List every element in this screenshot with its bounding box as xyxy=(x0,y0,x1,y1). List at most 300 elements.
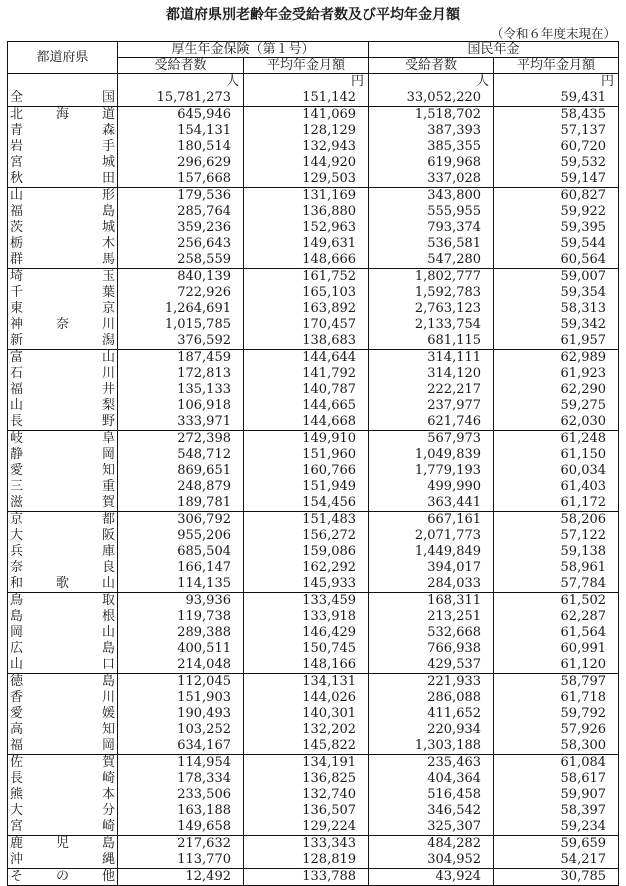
kosei-avg-monthly-cell: 144,026 xyxy=(244,690,369,706)
table-row xyxy=(8,787,619,803)
table-row xyxy=(8,139,619,155)
table-row xyxy=(8,722,619,738)
kokumin-recipients-cell: 43,924 xyxy=(369,869,494,886)
kosei-avg-monthly-cell: 145,822 xyxy=(244,738,369,755)
kokumin-avg-monthly-cell: 61,957 xyxy=(494,333,619,350)
kosei-recipients-cell: 333,971 xyxy=(118,414,244,431)
prefecture-cell xyxy=(8,528,118,544)
kokumin-recipients-cell: 411,652 xyxy=(369,706,494,722)
prefecture-name xyxy=(10,350,115,366)
table-row xyxy=(8,301,619,317)
kosei-recipients-cell: 15,781,273 xyxy=(118,90,244,107)
prefecture-char: 潟 xyxy=(101,333,115,348)
prefecture-char: 島 xyxy=(101,641,115,656)
kokumin-recipients-cell: 286,088 xyxy=(369,690,494,706)
kosei-recipients-cell: 272,398 xyxy=(118,431,244,448)
kosei-avg-monthly-cell: 144,644 xyxy=(244,350,369,367)
prefecture-char: 徳 xyxy=(10,674,24,689)
prefecture-char: 知 xyxy=(101,722,115,737)
kokumin-avg-monthly-cell: 61,084 xyxy=(494,755,619,772)
prefecture-char: 国 xyxy=(101,90,115,105)
table-row xyxy=(8,674,619,691)
kosei-avg-monthly-cell: 150,745 xyxy=(244,641,369,657)
prefecture-name xyxy=(10,269,115,285)
prefecture-cell xyxy=(8,301,118,317)
prefecture-char: 岩 xyxy=(10,139,24,154)
kokumin-recipients-cell: 667,161 xyxy=(369,512,494,529)
kosei-avg-monthly-cell: 144,668 xyxy=(244,414,369,431)
prefecture-name xyxy=(10,431,115,447)
kokumin-recipients-cell: 621,746 xyxy=(369,414,494,431)
kosei-recipients-cell: 214,048 xyxy=(118,657,244,674)
prefecture-char: 馬 xyxy=(101,252,115,267)
prefecture-name xyxy=(10,317,115,333)
kosei-recipients-cell: 306,792 xyxy=(118,512,244,529)
kosei-avg-monthly-cell: 133,788 xyxy=(244,869,369,886)
prefecture-name xyxy=(10,674,115,690)
prefecture-char: 山 xyxy=(101,350,115,365)
kosei-recipients-cell: 359,236 xyxy=(118,220,244,236)
prefecture-cell xyxy=(8,869,118,886)
kokumin-recipients-cell: 404,364 xyxy=(369,771,494,787)
prefecture-name xyxy=(10,690,115,706)
kosei-recipients-cell: 12,492 xyxy=(118,869,244,886)
prefecture-cell xyxy=(8,236,118,252)
kosei-recipients-cell: 106,918 xyxy=(118,398,244,414)
kokumin-recipients-cell: 532,668 xyxy=(369,625,494,641)
kokumin-recipients-cell: 325,307 xyxy=(369,819,494,836)
prefecture-char: 宮 xyxy=(10,819,24,834)
prefecture-cell xyxy=(8,123,118,139)
kokumin-recipients-cell: 2,071,773 xyxy=(369,528,494,544)
prefecture-char: 川 xyxy=(101,317,115,332)
kokumin-avg-monthly-cell: 59,007 xyxy=(494,269,619,286)
kosei-recipients-cell: 190,493 xyxy=(118,706,244,722)
prefecture-cell xyxy=(8,139,118,155)
kosei-avg-monthly-cell: 151,960 xyxy=(244,447,369,463)
kosei-avg-monthly-cell: 141,792 xyxy=(244,366,369,382)
prefecture-name xyxy=(10,722,115,738)
kosei-recipients-cell: 172,813 xyxy=(118,366,244,382)
kokumin-recipients-cell: 337,028 xyxy=(369,171,494,188)
prefecture-cell xyxy=(8,107,118,124)
kosei-avg-monthly-cell: 151,949 xyxy=(244,479,369,495)
prefecture-name xyxy=(10,188,115,204)
prefecture-char: 香 xyxy=(10,690,24,705)
kokumin-recipients-cell: 484,282 xyxy=(369,836,494,853)
kokumin-avg-monthly-cell: 59,342 xyxy=(494,317,619,333)
prefecture-name xyxy=(10,171,115,187)
kokumin-recipients-cell: 2,763,123 xyxy=(369,301,494,317)
kosei-avg-monthly-cell: 134,191 xyxy=(244,755,369,772)
prefecture-name xyxy=(10,252,115,268)
kokumin-avg-monthly-cell: 60,720 xyxy=(494,139,619,155)
prefecture-cell xyxy=(8,252,118,269)
kokumin-recipients-cell: 1,518,702 xyxy=(369,107,494,124)
prefecture-name xyxy=(10,447,115,463)
kokumin-recipients-cell: 1,802,777 xyxy=(369,269,494,286)
prefecture-name xyxy=(10,414,115,430)
kokumin-recipients-cell: 536,581 xyxy=(369,236,494,252)
prefecture-char: 根 xyxy=(101,609,115,624)
prefecture-name xyxy=(10,609,115,625)
prefecture-cell xyxy=(8,398,118,414)
kokumin-avg-monthly-cell: 61,150 xyxy=(494,447,619,463)
kokumin-avg-monthly-cell: 62,290 xyxy=(494,382,619,398)
header-kosei-nenkin: 厚生年金保険（第１号） xyxy=(118,42,369,58)
prefecture-cell xyxy=(8,285,118,301)
prefecture-cell xyxy=(8,560,118,576)
prefecture-cell xyxy=(8,269,118,286)
prefecture-cell xyxy=(8,463,118,479)
kokumin-recipients-cell: 346,542 xyxy=(369,803,494,819)
kokumin-avg-monthly-cell: 58,617 xyxy=(494,771,619,787)
kokumin-avg-monthly-cell: 61,172 xyxy=(494,495,619,512)
kokumin-avg-monthly-cell: 30,785 xyxy=(494,869,619,886)
header-kokumin-recipients: 受給者数 xyxy=(369,58,494,74)
table-row xyxy=(8,463,619,479)
prefecture-char: 愛 xyxy=(10,463,24,478)
prefecture-cell xyxy=(8,722,118,738)
kosei-recipients-cell: 258,559 xyxy=(118,252,244,269)
prefecture-char: 富 xyxy=(10,350,24,365)
prefecture-char: 都 xyxy=(101,512,115,527)
prefecture-cell xyxy=(8,188,118,205)
prefecture-char: 井 xyxy=(101,382,115,397)
prefecture-cell xyxy=(8,350,118,367)
prefecture-char: 大 xyxy=(10,528,24,543)
prefecture-name xyxy=(10,657,115,673)
prefecture-char: 福 xyxy=(10,738,24,753)
kokumin-avg-monthly-cell: 62,030 xyxy=(494,414,619,431)
kosei-recipients-cell: 114,135 xyxy=(118,576,244,593)
prefecture-char: 山 xyxy=(10,657,24,672)
prefecture-name xyxy=(10,495,115,511)
prefecture-char: 福 xyxy=(10,204,24,219)
unit-persons: 人 xyxy=(118,74,244,91)
kokumin-avg-monthly-cell: 57,122 xyxy=(494,528,619,544)
prefecture-char: 愛 xyxy=(10,706,24,721)
kosei-avg-monthly-cell: 132,202 xyxy=(244,722,369,738)
table-row xyxy=(8,495,619,512)
prefecture-cell xyxy=(8,366,118,382)
prefecture-name xyxy=(10,544,115,560)
table-row xyxy=(8,236,619,252)
prefecture-cell xyxy=(8,787,118,803)
kosei-avg-monthly-cell: 136,825 xyxy=(244,771,369,787)
table-row xyxy=(8,382,619,398)
prefecture-name xyxy=(10,755,115,771)
prefecture-char: 阪 xyxy=(101,528,115,543)
prefecture-char: 福 xyxy=(10,382,24,397)
table-row xyxy=(8,285,619,301)
kokumin-avg-monthly-cell: 61,923 xyxy=(494,366,619,382)
pension-table xyxy=(7,41,619,886)
prefecture-char: 山 xyxy=(10,398,24,413)
table-row xyxy=(8,269,619,286)
kosei-recipients-cell: 151,903 xyxy=(118,690,244,706)
kokumin-avg-monthly-cell: 61,248 xyxy=(494,431,619,448)
kosei-avg-monthly-cell: 133,918 xyxy=(244,609,369,625)
prefecture-char: 神 xyxy=(10,317,24,332)
prefecture-name xyxy=(10,836,115,852)
kosei-avg-monthly-cell: 131,169 xyxy=(244,188,369,205)
kosei-avg-monthly-cell: 154,456 xyxy=(244,495,369,512)
prefecture-char: 埼 xyxy=(10,269,24,284)
prefecture-name xyxy=(10,398,115,414)
prefecture-char: 口 xyxy=(101,657,115,672)
kokumin-avg-monthly-cell: 57,137 xyxy=(494,123,619,139)
kosei-recipients-cell: 187,459 xyxy=(118,350,244,367)
kokumin-avg-monthly-cell: 58,313 xyxy=(494,301,619,317)
prefecture-char: そ xyxy=(10,869,24,884)
table-row xyxy=(8,609,619,625)
kokumin-avg-monthly-cell: 58,961 xyxy=(494,560,619,576)
table-body xyxy=(8,74,619,886)
table-row xyxy=(8,333,619,350)
kokumin-avg-monthly-cell: 57,926 xyxy=(494,722,619,738)
prefecture-char: の xyxy=(55,869,69,884)
kosei-recipients-cell: 103,252 xyxy=(118,722,244,738)
kosei-avg-monthly-cell: 165,103 xyxy=(244,285,369,301)
table-row xyxy=(8,869,619,886)
table-row xyxy=(8,560,619,576)
kosei-recipients-cell: 685,504 xyxy=(118,544,244,560)
kosei-recipients-cell: 248,879 xyxy=(118,479,244,495)
kosei-recipients-cell: 289,388 xyxy=(118,625,244,641)
prefecture-char: 取 xyxy=(101,593,115,608)
prefecture-cell xyxy=(8,495,118,512)
prefecture-char: 葉 xyxy=(101,285,115,300)
prefecture-name xyxy=(10,236,115,252)
prefecture-char: 海 xyxy=(55,107,69,122)
kosei-avg-monthly-cell: 151,483 xyxy=(244,512,369,529)
table-row xyxy=(8,576,619,593)
kokumin-avg-monthly-cell: 58,206 xyxy=(494,512,619,529)
kokumin-recipients-cell: 168,311 xyxy=(369,593,494,610)
prefecture-char: 形 xyxy=(101,188,115,203)
kosei-recipients-cell: 157,668 xyxy=(118,171,244,188)
prefecture-char: 媛 xyxy=(101,706,115,721)
prefecture-cell xyxy=(8,852,118,869)
prefecture-char: 岐 xyxy=(10,431,24,446)
kosei-avg-monthly-cell: 156,272 xyxy=(244,528,369,544)
kosei-avg-monthly-cell: 144,665 xyxy=(244,398,369,414)
kokumin-recipients-cell: 1,303,188 xyxy=(369,738,494,755)
kokumin-recipients-cell: 555,955 xyxy=(369,204,494,220)
kosei-recipients-cell: 1,015,785 xyxy=(118,317,244,333)
prefecture-char: 千 xyxy=(10,285,24,300)
kosei-avg-monthly-cell: 144,920 xyxy=(244,155,369,171)
prefecture-char: 縄 xyxy=(101,852,115,867)
prefecture-char: 城 xyxy=(101,155,115,170)
prefecture-char: 分 xyxy=(101,803,115,818)
prefecture-name xyxy=(10,593,115,609)
kokumin-recipients-cell: 619,968 xyxy=(369,155,494,171)
prefecture-char: 宮 xyxy=(10,155,24,170)
prefecture-cell xyxy=(8,657,118,674)
kosei-avg-monthly-cell: 141,069 xyxy=(244,107,369,124)
kokumin-avg-monthly-cell: 59,275 xyxy=(494,398,619,414)
kokumin-recipients-cell: 33,052,220 xyxy=(369,90,494,107)
table-row xyxy=(8,512,619,529)
prefecture-char: 青 xyxy=(10,123,24,138)
document-title: 都道府県別老齢年金受給者数及び平均年金月額 xyxy=(166,7,460,23)
prefecture-name xyxy=(10,771,115,787)
prefecture-char: 沖 xyxy=(10,852,24,867)
prefecture-char: 山 xyxy=(101,625,115,640)
prefecture-char: 三 xyxy=(10,479,24,494)
prefecture-cell xyxy=(8,90,118,107)
prefecture-char: 滋 xyxy=(10,495,24,510)
table-row xyxy=(8,771,619,787)
kokumin-recipients-cell: 567,973 xyxy=(369,431,494,448)
table-row xyxy=(8,220,619,236)
kosei-avg-monthly-cell: 136,507 xyxy=(244,803,369,819)
prefecture-cell xyxy=(8,512,118,529)
prefecture-char: 野 xyxy=(101,414,115,429)
kokumin-recipients-cell: 385,355 xyxy=(369,139,494,155)
prefecture-cell xyxy=(8,204,118,220)
table-row xyxy=(8,398,619,414)
prefecture-char: 島 xyxy=(10,609,24,624)
prefecture-char: 岡 xyxy=(101,447,115,462)
prefecture-char: 群 xyxy=(10,252,24,267)
kokumin-avg-monthly-cell: 60,564 xyxy=(494,252,619,269)
header-kosei-avg-monthly: 平均年金月額 xyxy=(244,58,369,74)
kokumin-recipients-cell: 1,049,839 xyxy=(369,447,494,463)
prefecture-char: 森 xyxy=(101,123,115,138)
kokumin-recipients-cell: 213,251 xyxy=(369,609,494,625)
prefecture-char: 奈 xyxy=(55,317,69,332)
prefecture-cell xyxy=(8,771,118,787)
kokumin-avg-monthly-cell: 59,922 xyxy=(494,204,619,220)
prefecture-char: 道 xyxy=(101,107,115,122)
kokumin-avg-monthly-cell: 60,034 xyxy=(494,463,619,479)
prefecture-char: 梨 xyxy=(101,398,115,413)
kosei-avg-monthly-cell: 138,683 xyxy=(244,333,369,350)
prefecture-char: 木 xyxy=(101,236,115,251)
kokumin-recipients-cell: 314,111 xyxy=(369,350,494,367)
kokumin-avg-monthly-cell: 59,395 xyxy=(494,220,619,236)
prefecture-name xyxy=(10,382,115,398)
kokumin-avg-monthly-cell: 59,431 xyxy=(494,90,619,107)
prefecture-name xyxy=(10,641,115,657)
kosei-recipients-cell: 149,658 xyxy=(118,819,244,836)
as-of-note: （令和６年度末現在） xyxy=(490,26,616,41)
kosei-recipients-cell: 114,954 xyxy=(118,755,244,772)
prefecture-name xyxy=(10,285,115,301)
prefecture-char: 田 xyxy=(101,171,115,186)
table-row xyxy=(8,819,619,836)
prefecture-char: 全 xyxy=(10,90,24,105)
prefecture-name xyxy=(10,220,115,236)
kokumin-recipients-cell: 284,033 xyxy=(369,576,494,593)
kokumin-avg-monthly-cell: 58,435 xyxy=(494,107,619,124)
kokumin-recipients-cell: 235,463 xyxy=(369,755,494,772)
kokumin-recipients-cell: 499,990 xyxy=(369,479,494,495)
prefecture-cell xyxy=(8,414,118,431)
kokumin-recipients-cell: 547,280 xyxy=(369,252,494,269)
table-row xyxy=(8,414,619,431)
prefecture-char: 知 xyxy=(101,463,115,478)
prefecture-name xyxy=(10,333,115,349)
kosei-avg-monthly-cell: 149,910 xyxy=(244,431,369,448)
kosei-avg-monthly-cell: 146,429 xyxy=(244,625,369,641)
prefecture-cell xyxy=(8,738,118,755)
prefecture-char: 東 xyxy=(10,301,24,316)
kokumin-recipients-cell: 221,933 xyxy=(369,674,494,691)
kosei-avg-monthly-cell: 140,301 xyxy=(244,706,369,722)
kosei-recipients-cell: 955,206 xyxy=(118,528,244,544)
kokumin-avg-monthly-cell: 59,532 xyxy=(494,155,619,171)
table-row xyxy=(8,171,619,188)
prefecture-name xyxy=(10,204,115,220)
kosei-recipients-cell: 113,770 xyxy=(118,852,244,869)
kosei-avg-monthly-cell: 148,666 xyxy=(244,252,369,269)
table-row xyxy=(8,188,619,205)
prefecture-char: 山 xyxy=(10,188,24,203)
prefecture-name xyxy=(10,625,115,641)
prefecture-cell xyxy=(8,171,118,188)
kosei-avg-monthly-cell: 163,892 xyxy=(244,301,369,317)
prefecture-name xyxy=(10,528,115,544)
kosei-avg-monthly-cell: 129,224 xyxy=(244,819,369,836)
prefecture-char: 長 xyxy=(10,414,24,429)
kokumin-recipients-cell: 429,537 xyxy=(369,657,494,674)
kokumin-avg-monthly-cell: 61,502 xyxy=(494,593,619,610)
kokumin-recipients-cell: 363,441 xyxy=(369,495,494,512)
table-row xyxy=(8,107,619,124)
table-row xyxy=(8,90,619,107)
prefecture-char: 良 xyxy=(101,560,115,575)
prefecture-char: 和 xyxy=(10,576,24,591)
prefecture-name xyxy=(10,576,115,592)
prefecture-char: 兵 xyxy=(10,544,24,559)
kokumin-avg-monthly-cell: 59,354 xyxy=(494,285,619,301)
kosei-recipients-cell: 180,514 xyxy=(118,139,244,155)
table-row xyxy=(8,690,619,706)
prefecture-char: 熊 xyxy=(10,787,24,802)
prefecture-cell xyxy=(8,576,118,593)
prefecture-char: 栃 xyxy=(10,236,24,251)
prefecture-name xyxy=(10,512,115,528)
prefecture-char: 島 xyxy=(101,836,115,851)
table-row xyxy=(8,625,619,641)
kosei-avg-monthly-cell: 152,963 xyxy=(244,220,369,236)
prefecture-name xyxy=(10,90,115,106)
prefecture-char: 奈 xyxy=(10,560,24,575)
prefecture-char: 重 xyxy=(101,479,115,494)
kokumin-avg-monthly-cell: 54,217 xyxy=(494,852,619,869)
prefecture-char: 崎 xyxy=(101,819,115,834)
kosei-recipients-cell: 722,926 xyxy=(118,285,244,301)
kokumin-avg-monthly-cell: 59,544 xyxy=(494,236,619,252)
table-row xyxy=(8,123,619,139)
kokumin-avg-monthly-cell: 59,659 xyxy=(494,836,619,853)
kokumin-recipients-cell: 237,977 xyxy=(369,398,494,414)
table-row xyxy=(8,641,619,657)
prefecture-cell xyxy=(8,431,118,448)
prefecture-cell xyxy=(8,155,118,171)
prefecture-cell xyxy=(8,625,118,641)
kosei-recipients-cell: 119,738 xyxy=(118,609,244,625)
unit-yen: 円 xyxy=(494,74,619,91)
prefecture-name xyxy=(10,123,115,139)
unit-yen: 円 xyxy=(244,74,369,91)
unit-persons: 人 xyxy=(369,74,494,91)
kosei-recipients-cell: 869,651 xyxy=(118,463,244,479)
